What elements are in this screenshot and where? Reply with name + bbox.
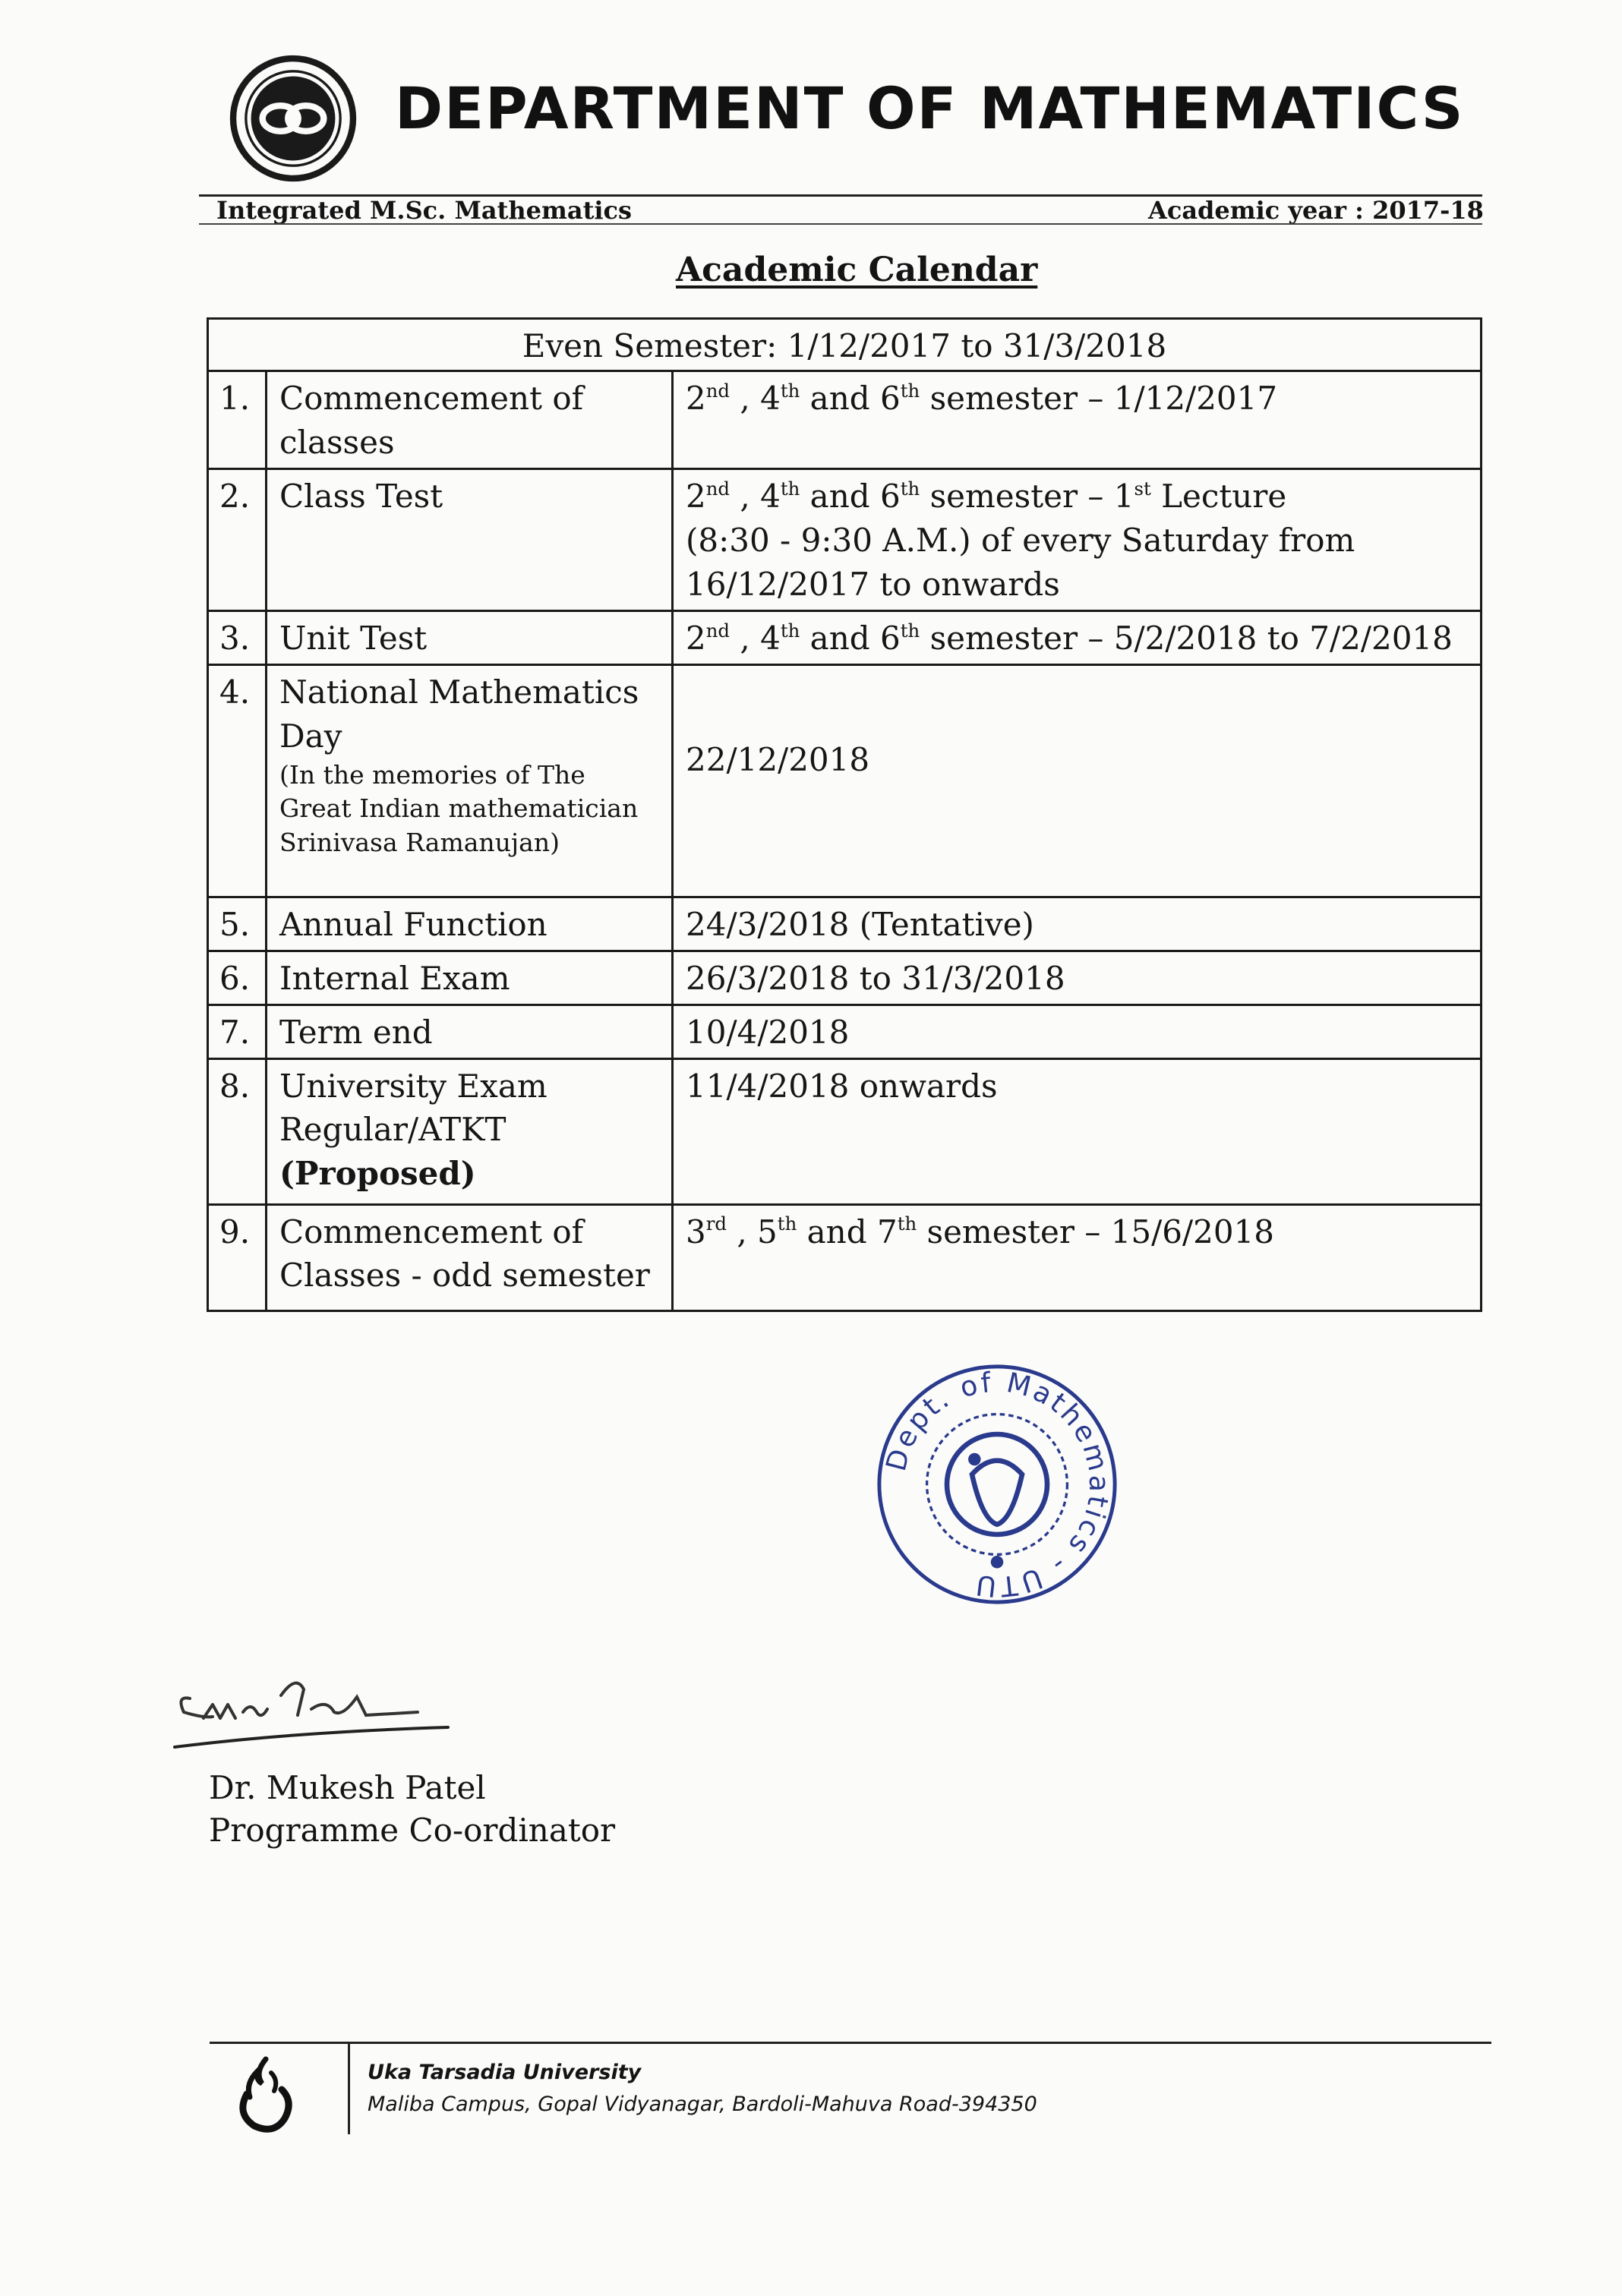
department-seal-icon — [872, 1359, 1122, 1610]
semester-header-row — [208, 319, 1482, 371]
row-number: 9. — [208, 1204, 267, 1310]
university-emblem-icon — [229, 55, 357, 182]
academic-calendar-table — [207, 317, 1482, 1312]
table-row — [208, 1204, 1482, 1310]
row-schedule: 2nd , 4th and 6th semester – 5/2/2018 to 7/2/2018 — [673, 610, 1482, 664]
stamp-text: Dept. of Mathematics - UTU — [879, 1365, 1116, 1604]
header-underline — [199, 223, 1482, 225]
row-number: 2. — [208, 468, 267, 610]
table-row — [208, 951, 1482, 1004]
row-schedule: 2nd , 4th and 6th semester – 1/12/2017 — [673, 371, 1482, 468]
university-address: Maliba Campus, Gopal Vidyanagar, Bardoli-Mahuva Road-394350 — [368, 2093, 1037, 2116]
table-row — [208, 897, 1482, 951]
university-name: Uka Tarsadia University — [368, 2061, 642, 2084]
row-event-note: (In the memories of The Great Indian mathematician Srinivasa Ramanujan) — [279, 759, 639, 857]
footer-divider — [348, 2043, 350, 2134]
row-schedule: 11/4/2018 onwards — [673, 1058, 1482, 1204]
table-row — [208, 1004, 1482, 1058]
row-event: Term end — [267, 1004, 673, 1058]
row-number: 4. — [208, 664, 267, 897]
row-event: National Mathematics Day (In the memories of The Great Indian mathematician Srinivasa Ramanujan) — [267, 664, 673, 897]
row-schedule: 3rd , 5th and 7th semester – 15/6/2018 — [673, 1204, 1482, 1310]
signatory-name: Dr. Mukesh Patel — [209, 1769, 486, 1806]
signature-handwriting — [167, 1659, 456, 1765]
academic-year: Academic year : 2017-18 — [1148, 196, 1484, 225]
row-schedule: 22/12/2018 — [673, 664, 1482, 897]
row-number: 5. — [208, 897, 267, 951]
row-number: 1. — [208, 371, 267, 468]
department-title: DEPARTMENT OF MATHEMATICS — [395, 74, 1465, 142]
row-schedule: 26/3/2018 to 31/3/2018 — [673, 951, 1482, 1004]
row-number: 6. — [208, 951, 267, 1004]
document-title: Academic Calendar — [676, 251, 1038, 289]
row-event: Class Test — [267, 468, 673, 610]
row-event: Unit Test — [267, 610, 673, 664]
table-row — [208, 468, 1482, 610]
row-number: 3. — [208, 610, 267, 664]
row-number: 7. — [208, 1004, 267, 1058]
signatory-role: Programme Co-ordinator — [209, 1812, 616, 1849]
row-event: University Exam Regular/ATKT (Proposed) — [267, 1058, 673, 1204]
footer-rule — [210, 2042, 1491, 2044]
row-event: Annual Function — [267, 897, 673, 951]
row-schedule: 24/3/2018 (Tentative) — [673, 897, 1482, 951]
row-number: 8. — [208, 1058, 267, 1204]
table-row — [208, 664, 1482, 897]
table-row — [208, 1058, 1482, 1204]
row-event: Internal Exam — [267, 951, 673, 1004]
row-schedule: 2nd , 4th and 6th semester – 1st Lecture (8:30 - 9:30 A.M.) of every Saturday from 16/12/2017 to onwards — [673, 468, 1482, 610]
row-event: Commencement of Classes - odd semester — [267, 1204, 673, 1310]
row-event: Commencement of classes — [267, 371, 673, 468]
proposed-label: (Proposed) — [279, 1155, 476, 1193]
row-schedule: 10/4/2018 — [673, 1004, 1482, 1058]
table-row — [208, 371, 1482, 468]
semester-heading: Even Semester: 1/12/2017 to 31/3/2018 — [208, 319, 1482, 371]
table-row — [208, 610, 1482, 664]
university-flame-logo-icon — [232, 2050, 300, 2134]
programme-name: Integrated M.Sc. Mathematics — [216, 196, 633, 225]
